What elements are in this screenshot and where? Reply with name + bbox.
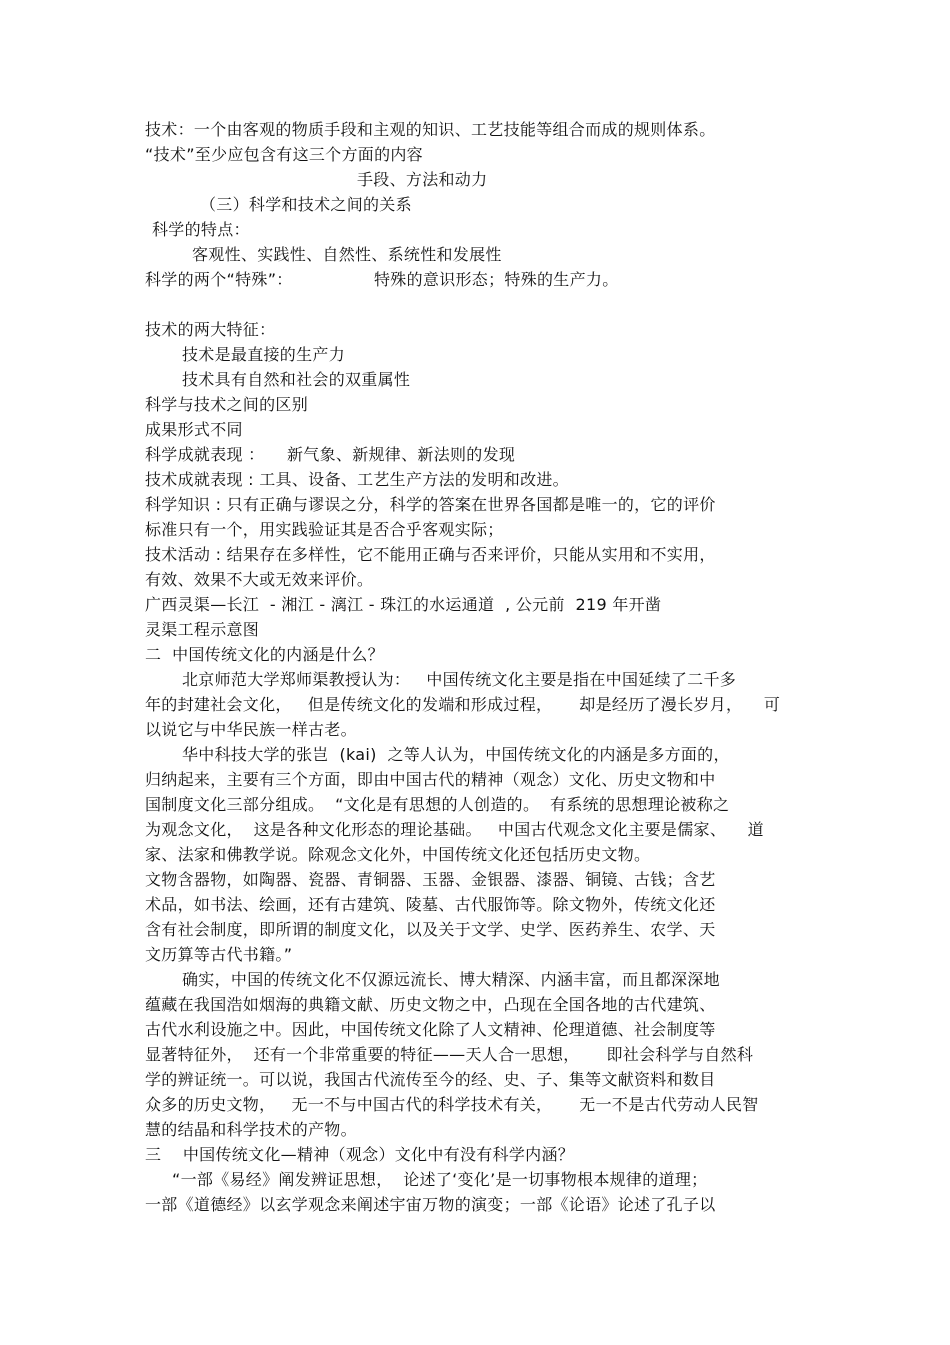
text-line: “技术”至少应包含有这三个方面的内容 [145, 145, 423, 164]
text-line: 科学的两个“特殊”： [145, 270, 293, 289]
text-line: 国制度文化三部分组成。 “文化是有思想的人创造的。 有系统的思想理论被称之 [145, 795, 730, 814]
text-line: 标准只有一个，用实践验证其是否合乎客观实际； [145, 520, 504, 539]
text-line: 慧的结晶和科学技术的产物。 [145, 1120, 357, 1139]
text-line: 华中科技大学的张岂 (kai) 之等人认为，中国传统文化的内涵是多方面的， [182, 745, 730, 764]
text-line: 古代水利设施之中。因此，中国传统文化除了人文精神、伦理道德、社会制度等 [145, 1020, 716, 1039]
text-line: 以说它与中华民族一样古老。 [145, 720, 357, 739]
text-line: 新气象、新规律、新法则的发现 [287, 445, 516, 464]
text-line: 客观性、实践性、自然性、系统性和发展性 [192, 245, 502, 264]
text-line: 确实，中国的传统文化不仅源远流长、博大精深、内涵丰富，而且都深深地 [182, 970, 720, 989]
text-line: 成果形式不同 [145, 420, 243, 439]
text-line: 技术活动 : 结果存在多样性，它不能用正确与否来评价，只能从实用和不实用， [145, 545, 716, 564]
text-line: 家、法家和佛教学说。除观念文化外，中国传统文化还包括历史文物。 [145, 845, 651, 864]
text-line: 学的辨证统一。可以说，我国古代流传至今的经、史、子、集等文献资料和数目 [145, 1070, 716, 1089]
text-line: “一部《易经》阐发辨证思想， 论述了‘变化’是一切事物根本规律的道理； [172, 1170, 708, 1189]
text-line: 文历算等古代书籍。” [145, 945, 293, 964]
text-line: 科学成就表现 ： [145, 445, 265, 464]
text-line: 技术：一个由客观的物质手段和主观的知识、工艺技能等组合而成的规则体系。 [145, 120, 716, 139]
text-line: 广西灵渠—长江 - 湘江 - 漓江 - 珠江的水运通道 , 公元前 219 年开凿 [145, 595, 662, 614]
text-line: 众多的历史文物， 无一不与中国古代的科学技术有关， 无一不是古代劳动人民智 [145, 1095, 759, 1114]
section-heading: （三）科学和技术之间的关系 [200, 195, 412, 214]
text-line: 技术具有自然和社会的双重属性 [182, 370, 411, 389]
text-line: 含有社会制度，即所谓的制度文化，以及关于文学、史学、医药养生、农学、天 [145, 920, 716, 939]
text-line: 显著特征外， 还有一个非常重要的特征——天人合一思想， 即社会科学与自然科 [145, 1045, 754, 1064]
text-line: 科学知识 : 只有正确与谬误之分，科学的答案在世界各国都是唯一的，它的评价 [145, 495, 716, 514]
text-line: 归纳起来，主要有三个方面，即由中国古代的精神（观念）文化、历史文物和中 [145, 770, 716, 789]
text-line: 手段、方法和动力 [357, 170, 488, 189]
text-line: 为观念文化， 这是各种文化形态的理论基础。 中国古代观念文化主要是儒家、 道 [145, 820, 764, 839]
section-heading: 三 中国传统文化—精神（观念）文化中有没有科学内涵？ [145, 1145, 575, 1164]
text-line: 特殊的意识形态；特殊的生产力。 [374, 270, 619, 289]
text-line: 术品，如书法、绘画，还有古建筑、陵墓、古代服饰等。除文物外，传统文化还 [145, 895, 716, 914]
text-line: 蕴藏在我国浩如烟海的典籍文献、历史文物之中，凸现在全国各地的古代建筑、 [145, 995, 716, 1014]
text-line: 有效、效果不大或无效来评价。 [145, 570, 374, 589]
text-line: 技术的两大特征： [145, 320, 276, 339]
text-line: 技术是最直接的生产力 [182, 345, 346, 364]
text-line: 年的封建社会文化， 但是传统文化的发端和形成过程， 却是经历了漫长岁月， 可 [145, 695, 781, 714]
section-heading: 二 中国传统文化的内涵是什么？ [145, 645, 384, 664]
text-line: 灵渠工程示意图 [145, 620, 260, 639]
text-line: 科学与技术之间的区别 [145, 395, 309, 414]
text-line: 一部《道德经》以玄学观念来阐述宇宙万物的演变；一部《论语》论述了孔子以 [145, 1195, 716, 1214]
text-line: 科学的特点： [152, 220, 250, 239]
text-line: 技术成就表现 : 工具、设备、工艺生产方法的发明和改进。 [145, 470, 569, 489]
text-line: 文物含器物，如陶器、瓷器、青铜器、玉器、金银器、漆器、铜镜、古钱；含艺 [145, 870, 716, 889]
text-line: 北京师范大学郑师渠教授认为： 中国传统文化主要是指在中国延续了二千多 [182, 670, 737, 689]
